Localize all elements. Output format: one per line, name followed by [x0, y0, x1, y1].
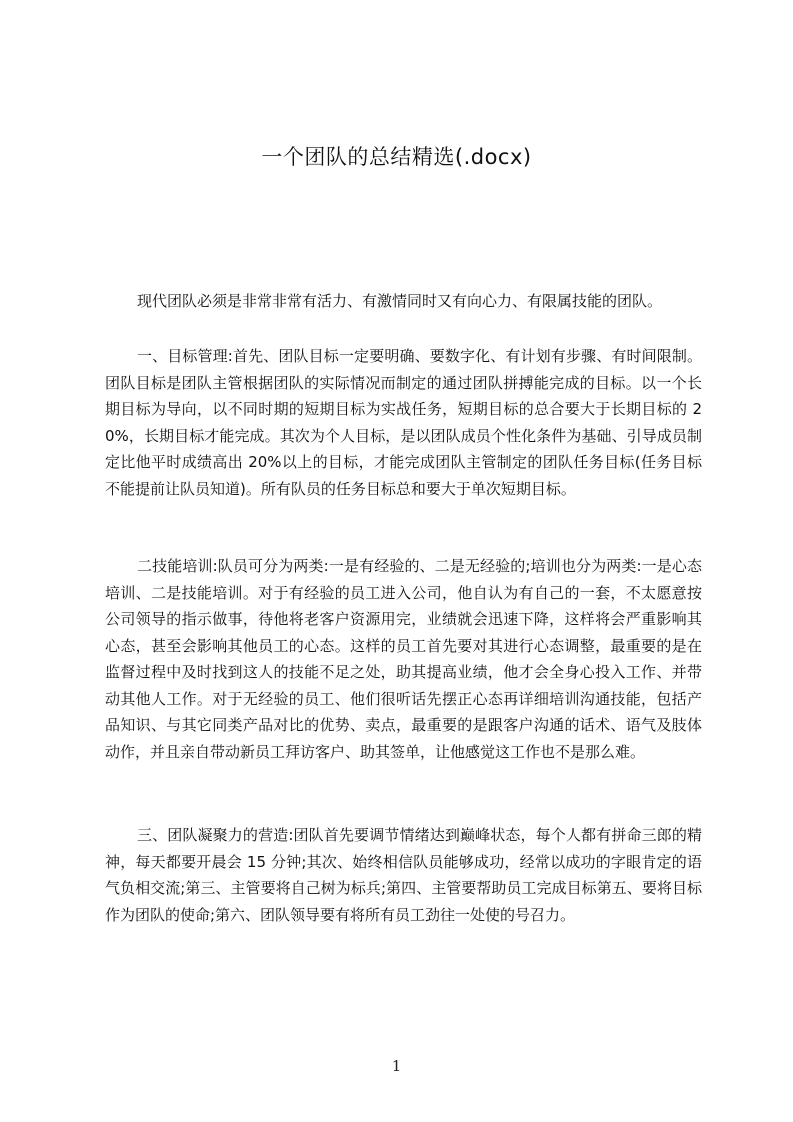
paragraph-skill-training: 二技能培训:队员可分为两类:一是有经验的、二是无经验的;培训也分为两类:一是心态培训、二是技能培训。对于有经验的员工进入公司，他自认为有自己的一套，不太愿意按公司领导的指示做事，待他将老客户资源用完，业绩就会迅速下降，这样将会严重影响其心态，甚至会影响其他员工的心态。这样的员工首先要对其进行心态调整，最重要的是在监督过程中及时找到这人的技能不足之处，助其提高业绩，他才会全身心投入工作、并带动其他人工作。对于无经验的员工、他们很听话先摆正心态再详细培训沟通技能，包括产品知识、与其它同类产品对比的优势、卖点，最重要的是跟客户沟通的话术、语气及肢体动作，并且亲自带动新员工拜访客户、助其签单，让他感觉这工作也不是那么难。	[105, 557, 702, 761]
paragraph-goal-management: 一、目标管理:首先、团队目标一定要明确、要数字化、有计划有步骤、有时间限制。团队目标是团队主管根据团队的实际情况而制定的通过团队拼搏能完成的目标。以一个长期目标为导向，以不同时期的短期目标为实战任务，短期目标的总合要大于长期目标的 20%，长期目标才能完成。其次为个人目标，是以团队成员个性化条件为基础、引导成员制定比他平时成绩高出 20%以上的目标，才能完成团队主管制定的团队任务目标(任务目标不能提前让队员知道)。所有队员的任务目标总和要大于单次短期目标。	[105, 347, 702, 498]
page-number: 1	[391, 1057, 402, 1075]
paragraph-team-cohesion: 三、团队凝聚力的营造:团队首先要调节情绪达到巅峰状态，每个人都有拼命三郎的精神，每天都要开晨会 15 分钟;其次、始终相信队员能够成功，经常以成功的字眼肯定的语气负相交流;第三、主管要将自己树为标兵;第四、主管要帮助员工完成目标第五、要将目标作为团队的使命;第六、团队领导要有将所有员工劲往一处使的号召力。	[105, 826, 702, 924]
document-title: 一个团队的总结精选(.docx)	[261, 145, 532, 169]
intro-paragraph: 现代团队必须是非常非常有活力、有激情同时又有向心力、有限属技能的团队。	[137, 292, 663, 310]
